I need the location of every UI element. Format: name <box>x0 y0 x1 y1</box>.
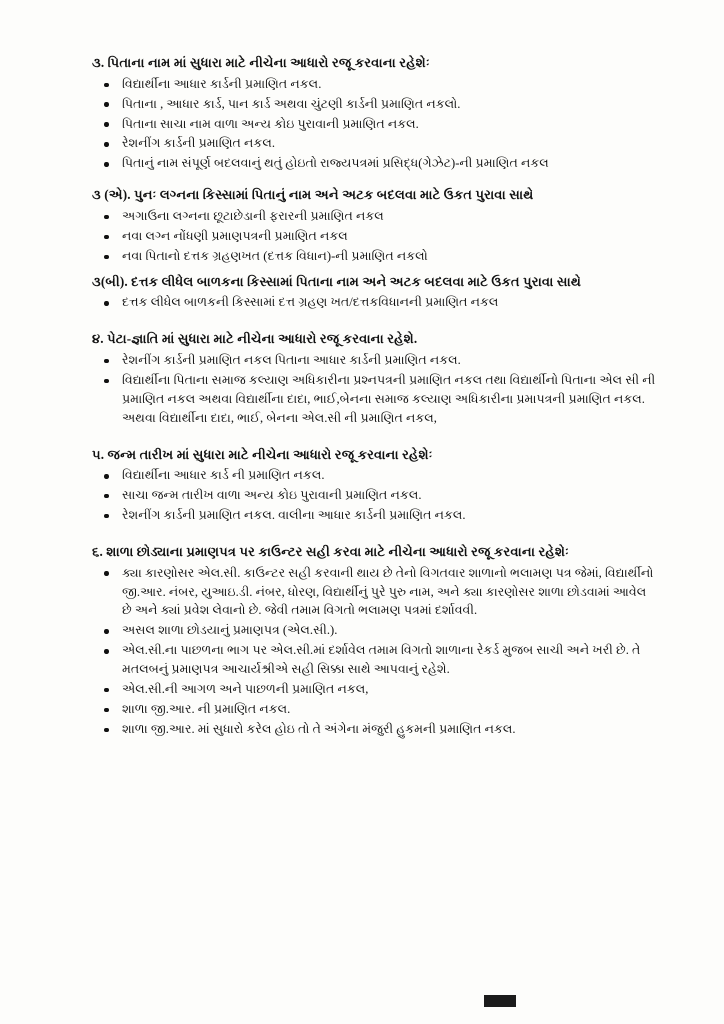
document-section <box>92 446 658 525</box>
section-bullet-list <box>92 293 658 312</box>
bullet-dot-icon <box>104 83 109 88</box>
list-item <box>92 75 658 94</box>
list-item-text: વિદ્યાર્થીના પિતાના સમાજ કલ્યાણ અધિકારીના પ્રશ્નપત્રની પ્રમાણિત નકલ તથા વિદ્યાર્થીનો પિતાના એલ સી ની પ્રમાણિત નકલ અથવા વિદ્યાર્થીના દાદા, ભાઈ,બેનના સમાજ કલ્યાણ અધિકારીના પ્રમાપત્રની પ્રમાણિત નકલ. અથવા વિદ્યાર્થીના દાદા, ભાઈ, બેનના એલ.સી ની પ્રમાણિત નકલ, <box>122 372 656 425</box>
list-item-text: દત્તક લીધેલ બાળકની કિસ્સામાં દત્ત ગ્રહણ ખત/દત્તકવિધાનની પ્રમાણિત નકલ <box>122 295 499 310</box>
section-heading: ૪. પેટા-જ્ઞાતિ માં સુધારા માટે નીચેના આધારો રજૂ કરવાના રહેશે. <box>92 331 418 347</box>
list-item-text: પિતાના , આધાર કાર્ડ, પાન કાર્ડ અથવા ચુંટણી કાર્ડની પ્રમાણિત નકલો. <box>122 96 461 111</box>
list-item-text: રેશનીંગ કાર્ડની પ્રમાણિત નકલ. વાલીના આધાર કાર્ડની પ્રમાણિત નકલ. <box>122 508 466 523</box>
list-item <box>92 227 658 246</box>
bullet-dot-icon <box>104 122 109 127</box>
list-item <box>92 207 658 226</box>
list-item-text: શાળા જી.આર. માં સુધારો કરેલ હોઇ તો તે અંગેના મંજુરી હુકમની પ્રમાણિત નકલ. <box>122 721 516 736</box>
list-item <box>92 293 658 312</box>
list-item <box>92 641 658 679</box>
list-item-text: નવા લગ્ન નોંધણી પ્રમાણપત્રની પ્રમાણિત નકલ <box>122 228 348 243</box>
section-bullet-list <box>92 207 658 266</box>
bullet-dot-icon <box>104 708 109 713</box>
list-item <box>92 371 658 428</box>
list-item-text: એલ.સી.ની આગળ અને પાછળની પ્રમાણિત નકલ, <box>122 682 369 696</box>
list-item <box>92 621 658 640</box>
section-bullet-list <box>92 351 658 428</box>
bullet-dot-icon <box>104 359 109 364</box>
section-heading: ૫. જન્મ તારીખ માં સુધારા માટે નીચેના આધારો રજૂ કરવાના રહેશેઃ <box>92 446 433 462</box>
document-body <box>92 54 658 746</box>
list-item <box>92 466 658 485</box>
list-item <box>92 506 658 525</box>
list-item-text: રેશનીંગ કાર્ડની પ્રમાણિત નકલ પિતાના આધાર કાર્ડની પ્રમાણિત નકલ. <box>122 352 461 367</box>
bullet-dot-icon <box>104 494 109 499</box>
list-item <box>92 486 658 505</box>
list-item <box>92 247 658 266</box>
bullet-dot-icon <box>104 688 109 693</box>
section-bullet-list <box>92 466 658 525</box>
list-item-text: અગાઉના લગ્નના છૂટાછેડાની ફરારની પ્રમાણિત નકલ <box>122 208 384 223</box>
section-heading: ૬. શાળા છોડ્યાના પ્રમાણપત્ર પર કાઉન્ટર સહી કરવા માટે નીચેના આધારો રજૂ કરવાના રહેશેઃ <box>92 543 569 559</box>
list-item-text: વિદ્યાર્થીના આધાર કાર્ડ ની પ્રમાણિત નકલ. <box>122 468 325 483</box>
page-bottom-mark <box>484 995 516 1007</box>
bullet-dot-icon <box>104 162 109 167</box>
bullet-dot-icon <box>104 629 109 634</box>
list-item <box>92 134 658 153</box>
list-item-text: શાળા જી.આર. ની પ્રમાણિત નકલ. <box>122 701 291 716</box>
bullet-dot-icon <box>104 379 109 384</box>
bullet-dot-icon <box>104 255 109 260</box>
bullet-dot-icon <box>104 235 109 240</box>
bullet-dot-icon <box>104 215 109 220</box>
list-item-text: સાચા જન્મ તારીખ વાળા અન્ય કોઇ પુરાવાની પ્રમાણિત નકલ. <box>122 488 422 503</box>
list-item <box>92 680 658 699</box>
bullet-dot-icon <box>104 571 109 576</box>
section-heading: ૩(બી). દત્તક લીધેલ બાળકના કિસ્સામાં પિતાના નામ અને અટક બદલવા માટે ઉકત પુરાવા સાથે <box>92 273 582 289</box>
document-section <box>92 543 658 739</box>
list-item <box>92 351 658 370</box>
document-section <box>92 330 658 427</box>
list-item-text: પિતાના સાચા નામ વાળા અન્ય કોઇ પુરાવાની પ્રમાણિત નકલ. <box>122 116 419 131</box>
document-section <box>92 273 658 313</box>
list-item <box>92 154 658 173</box>
document-section <box>92 54 658 173</box>
bullet-dot-icon <box>104 728 109 733</box>
document-section <box>92 186 658 265</box>
bullet-dot-icon <box>104 514 109 519</box>
bullet-dot-icon <box>104 301 109 306</box>
bullet-dot-icon <box>104 142 109 147</box>
list-item <box>92 700 658 719</box>
list-item-text: વિદ્યાર્થીના આધાર કાર્ડની પ્રમાણિત નકલ. <box>122 76 322 91</box>
list-item-text: નવા પિતાનો દત્તક ગ્રહણખત (દત્તક વિધાન)-ની પ્રમાણિત નકલો <box>122 248 428 263</box>
list-item-text: રેશનીંગ કાર્ડની પ્રમાણિત નકલ. <box>122 136 275 151</box>
list-item <box>92 115 658 134</box>
section-heading: ૩ (એ). પુનઃ લગ્નના કિસ્સામાં પિતાનું નામ અને અટક બદલવા માટે ઉકત પુરાવા સાથે <box>92 187 534 203</box>
bullet-dot-icon <box>104 649 109 654</box>
list-item <box>92 95 658 114</box>
section-bullet-list <box>92 564 658 739</box>
list-item <box>92 564 658 621</box>
list-item-text: પિતાનું નામ સંપૂર્ણ બદલવાનું થતું હોઇતો રાજ્યપત્રમાં પ્રસિદ્ધ(ગેઝેટ)-ની પ્રમાણિત નકલ <box>122 156 549 171</box>
section-bullet-list <box>92 75 658 173</box>
list-item-text: અસલ શાળા છોડયાનું પ્રમાણપત્ર (એલ.સી.). <box>122 623 338 638</box>
section-heading: ૩. પિતાના નામ માં સુધારા માટે નીચેના આધારો રજૂ કરવાના રહેશેઃ <box>92 55 430 70</box>
list-item <box>92 720 658 739</box>
list-item-text: ક્યા કારણોસર એલ.સી. કાઉન્ટર સહી કરવાની થાય છે તેનો વિગતવાર શાળાનો ભલામણ પત્ર જેમાં, વિદ્યાર્થીનો જી.આર. નંબર, યુઆઇ.ડી. નંબર, ધોરણ, વિદ્યાર્થીનું પુરે પુરુ નામ, અને ક્યા કારણોસર શાળા છોડવામાં આવેલ છે અને ક્યાં પ્રવેશ લેવાનો છે. જેવી તમામ વિગતો ભલામણ પત્રમાં દર્શાવવી. <box>122 565 654 618</box>
bullet-dot-icon <box>104 474 109 479</box>
list-item-text: એલ.સી.ના પાછળના ભાગ પર એલ.સી.માં દર્શાવેલ તમામ વિગતો શાળાના રેકર્ડ મુજબ સાચી અને ખરી છે. તે મતલબનું પ્રમાણપત્ર આચાર્યશ્રીએ સહી સિક્કા સાથે આપવાનું રહેશે. <box>122 643 641 677</box>
bullet-dot-icon <box>104 102 109 107</box>
